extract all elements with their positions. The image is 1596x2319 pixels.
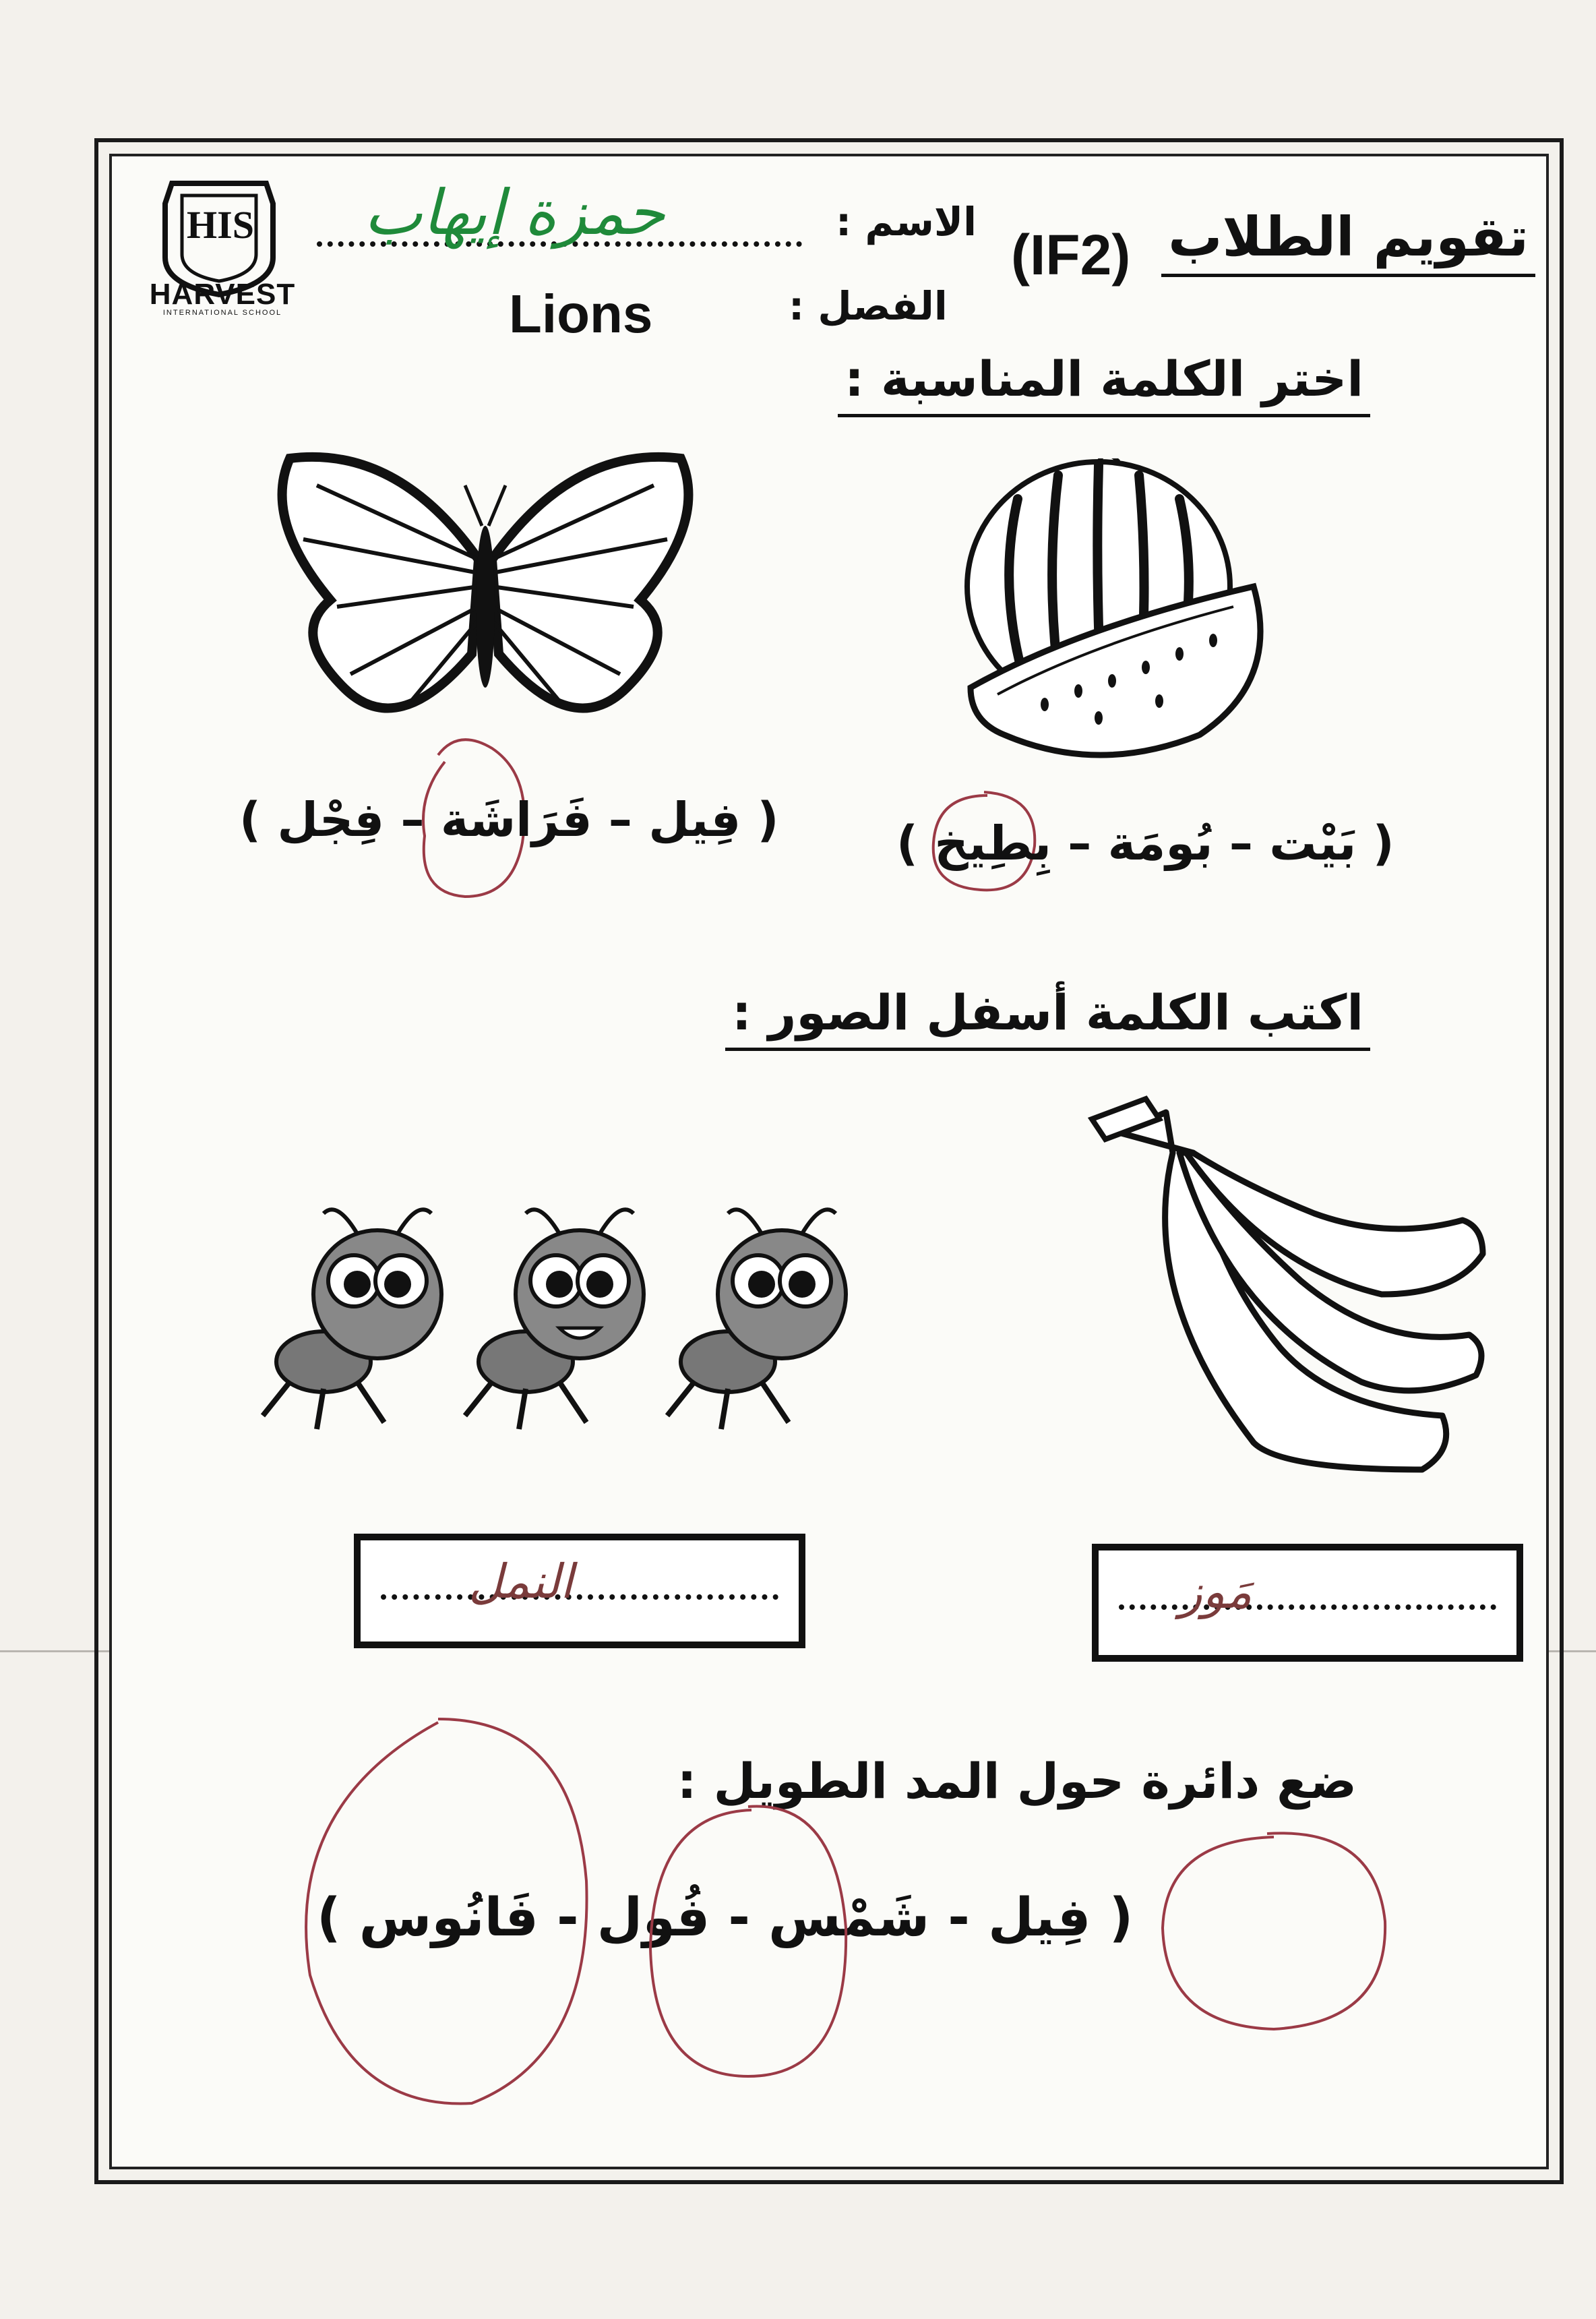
watermelon-icon bbox=[944, 458, 1281, 782]
bananas-icon bbox=[1078, 1092, 1496, 1503]
ant-3 bbox=[667, 1209, 846, 1429]
choices-butterfly: ( فِيل – فَرَاشَة – فِجْل ) bbox=[239, 792, 779, 847]
answer-circle-fool bbox=[634, 1793, 863, 2090]
choices-long-vowel: ( فِيل - شَمْس - فُول - فَانُوس ) bbox=[317, 1888, 1134, 1948]
answer-handwritten-bananas: مَوز bbox=[1179, 1564, 1252, 1619]
class-value: Lions bbox=[509, 284, 653, 344]
choices-watermelon: ( بَيْت – بُومَة – بِطِيخ ) bbox=[896, 816, 1394, 871]
logo-name: HARVEST bbox=[149, 278, 296, 311]
answer-circle-feel bbox=[1146, 1820, 1402, 2043]
instruction-circle-long-vowel: ضع دائرة حول المد الطويل : bbox=[677, 1753, 1357, 1809]
answer-handwritten-ants: النمل bbox=[468, 1554, 574, 1609]
logo-subtitle: INTERNATIONAL SCHOOL bbox=[162, 309, 282, 317]
butterfly-icon bbox=[263, 445, 708, 755]
logo-monogram: HIS bbox=[187, 203, 254, 247]
name-label: الاسم : bbox=[836, 199, 977, 245]
answer-circle-fanoos bbox=[270, 1706, 607, 2117]
answer-box-ants[interactable] bbox=[354, 1534, 805, 1648]
ant-2 bbox=[465, 1209, 644, 1429]
instruction-choose-word: اختر الكلمة المناسبة : bbox=[838, 351, 1370, 417]
ant-1 bbox=[263, 1209, 441, 1429]
answer-line bbox=[381, 1594, 778, 1600]
ants-icon bbox=[249, 1186, 856, 1443]
student-name-handwritten: حمزة إيهاب bbox=[364, 177, 665, 249]
answer-box-bananas[interactable] bbox=[1092, 1544, 1523, 1662]
class-label: الفصل : bbox=[789, 283, 948, 329]
answer-line bbox=[1119, 1604, 1496, 1610]
worksheet-code: (IF2) bbox=[1011, 223, 1131, 287]
worksheet-title: تقويم الطلاب bbox=[1161, 206, 1535, 277]
instruction-write-word: اكتب الكلمة أسفل الصور : bbox=[725, 984, 1370, 1051]
